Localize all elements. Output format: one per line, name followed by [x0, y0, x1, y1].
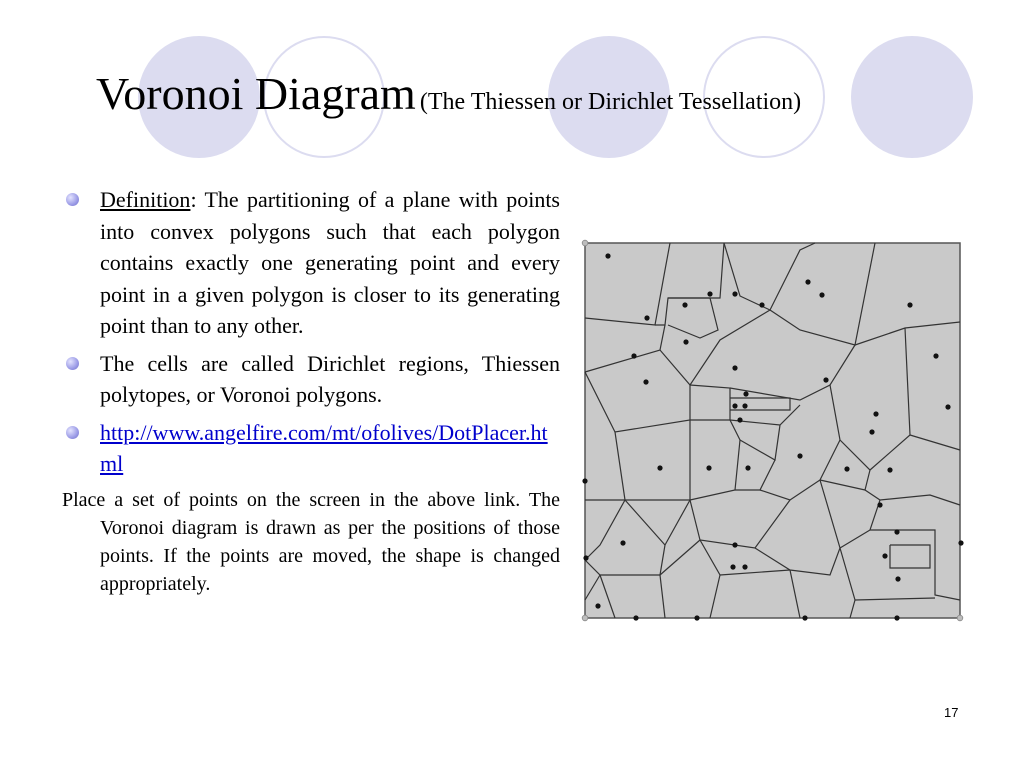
- description-paragraph: Place a set of points on the screen in the above link. The Voronoi diagram is drawn as per the positions of those points. If the points are moved, the shape is changed appropriately.: [62, 488, 560, 595]
- decorative-circle-3: [851, 36, 973, 158]
- dotplacer-link[interactable]: http://www.angelfire.com/mt/ofolives/DotPlacer.html: [100, 419, 548, 476]
- slide-content: [62, 184, 560, 598]
- slide-title: [96, 66, 801, 130]
- bullet-dot-icon: [66, 426, 79, 439]
- voronoi-diagram-image: [578, 238, 968, 628]
- bullet-dot-icon: [66, 357, 79, 370]
- bullet-dot-icon: [66, 193, 79, 206]
- bullet-link: [62, 417, 560, 480]
- title-subtitle: (The Thiessen or Dirichlet Tessellation): [419, 89, 802, 115]
- page-number: 17: [944, 705, 959, 720]
- title-main: Voronoi Diagram: [96, 68, 416, 119]
- cells-text: The cells are called Dirichlet regions, Thiessen polytopes, or Voronoi polygons.: [100, 350, 560, 407]
- bullet-cells: [62, 348, 560, 411]
- bullet-definition: [62, 184, 560, 342]
- definition-text: : The partitioning of a plane with points into convex polygons such that each polygon contains exactly one generating point and every point in a given polygon is closer to its generating point than to any other.: [100, 187, 560, 338]
- definition-term: Definition: [100, 187, 191, 212]
